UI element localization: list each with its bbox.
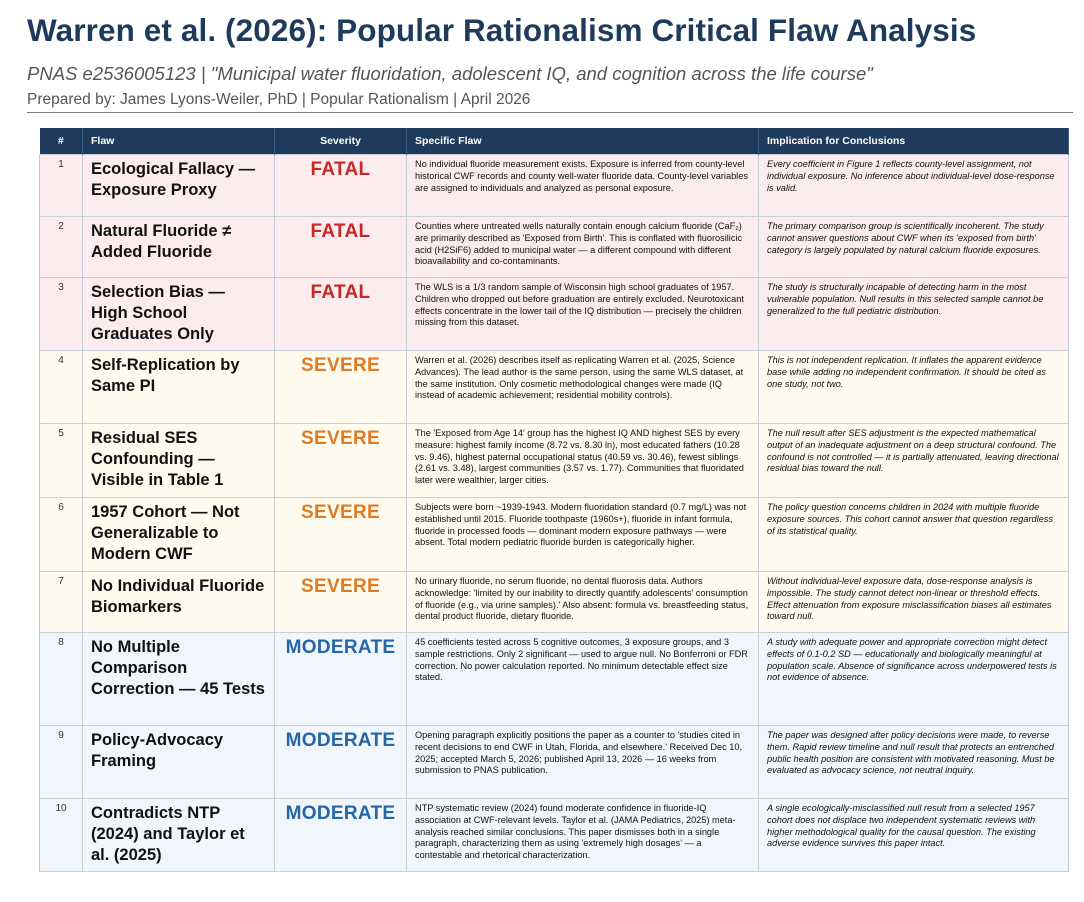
severity-label: MODERATE [275, 633, 407, 726]
table-row [40, 217, 1069, 278]
severity-label: MODERATE [275, 799, 407, 872]
severity-label: SEVERE [275, 572, 407, 633]
implication-text: A single ecologically-misclassified null result from a selected 1957 cohort does not displace two independent systematic reviews with higher methodological quality for the causal question. The existing adverse evidence survives this paper intact. [759, 799, 1069, 872]
severity-label: MODERATE [275, 726, 407, 799]
specific-flaw-text: Subjects were born ~1939-1943. Modern fluoridation standard (0.7 mg/L) was not established until 2015. Fluoride toothpaste (1960s+), fluoride in infant formula, fluoride in processed foods — dominant modern exposure pathways — were absent. Total modern pediatric fluoride burden is categorically higher. [407, 498, 759, 572]
specific-flaw-text: The WLS is a 1/3 random sample of Wisconsin high school graduates of 1957. Children who dropped out before graduation are entirely excluded. Neurotoxicant effects concentrate in the lower tail of the IQ distribution — precisely the children missing from this dataset. [407, 278, 759, 351]
implication-text: Without individual-level exposure data, dose-response analysis is impossible. The study cannot detect non-linear or threshold effects. Effect attenuation from exposure misclassification biases all estimates toward null. [759, 572, 1069, 633]
table-row [40, 351, 1069, 424]
flaw-name: No Individual Fluoride Biomarkers [83, 572, 275, 633]
table-row [40, 633, 1069, 726]
table-row [40, 155, 1069, 217]
specific-flaw-text: Opening paragraph explicitly positions the paper as a counter to 'studies cited in recent decisions to end CWF in Utah, Florida, and elsewhere.' Received Dec 10, 2025; accepted March 5, 2026; published April 13, 2026 — 16 weeks from submission to PNAS publication. [407, 726, 759, 799]
column-header-flaw: Flaw [83, 128, 275, 155]
column-header-implication: Implication for Conclusions [759, 128, 1069, 155]
implication-text: The primary comparison group is scientifically incoherent. The study cannot answer questions about CWF when its 'exposed from birth' category is largely populated by natural calcium fluoride exposures. [759, 217, 1069, 278]
table-row [40, 424, 1069, 498]
flaw-name: Selection Bias — High School Graduates Only [83, 278, 275, 351]
flaw-name: Residual SES Confounding — Visible in Table 1 [83, 424, 275, 498]
implication-text: The study is structurally incapable of detecting harm in the most vulnerable population. Null results in this selected sample cannot be generalized to the full pediatric distribution. [759, 278, 1069, 351]
specific-flaw-text: The 'Exposed from Age 14' group has the highest IQ AND highest SES by every measure: highest family income (8.72 vs. 8.30 ln), most educated fathers (10.28 vs. 9.46), highest paternal occupational status (40.59 vs. 30.46), fewest siblings (2.61 vs. 3.48), largest communities (3.57 vs. 1.77). Communities that fluoridated later were wealthier, larger cities. [407, 424, 759, 498]
row-number: 10 [40, 799, 83, 872]
table-row [40, 799, 1069, 872]
column-header-number: # [40, 128, 83, 155]
flaw-name: Ecological Fallacy — Exposure Proxy [83, 155, 275, 217]
flaw-analysis-table [39, 128, 1069, 872]
row-number: 8 [40, 633, 83, 726]
row-number: 4 [40, 351, 83, 424]
implication-text: Every coefficient in Figure 1 reflects county-level assignment, not individual exposure. No inference about individual-level dose-response is valid. [759, 155, 1069, 217]
flaw-name: 1957 Cohort — Not Generalizable to Modern CWF [83, 498, 275, 572]
specific-flaw-text: Warren et al. (2026) describes itself as replicating Warren et al. (2025, Science Advances). The lead author is the same person, using the same WLS dataset, at the same institution. Only cosmetic methodological changes were made (IQ instead of academic achievement; residential mobility controls). [407, 351, 759, 424]
citation-subtitle: PNAS e2536005123 | "Municipal water fluoridation, adolescent IQ, and cognition across the life course" [27, 63, 873, 84]
header-divider [27, 112, 1073, 113]
severity-label: FATAL [275, 155, 407, 217]
flaw-name: No Multiple Comparison Correction — 45 Tests [83, 633, 275, 726]
specific-flaw-text: 45 coefficients tested across 5 cognitive outcomes, 3 exposure groups, and 3 sample restrictions. Only 2 significant — used to argue null. No Bonferroni or FDR correction. No power calculation reported. No minimum detectable effect size stated. [407, 633, 759, 726]
severity-label: SEVERE [275, 424, 407, 498]
implication-text: The paper was designed after policy decisions were made, to reverse them. Rapid review timeline and null result that protects an entrenched public health position are consistent with motivated reasoning. Must be evaluated as advocacy science, not neutral inquiry. [759, 726, 1069, 799]
page-title: Warren et al. (2026): Popular Rationalism Critical Flaw Analysis [27, 12, 977, 48]
row-number: 1 [40, 155, 83, 217]
severity-label: SEVERE [275, 498, 407, 572]
severity-label: SEVERE [275, 351, 407, 424]
row-number: 7 [40, 572, 83, 633]
specific-flaw-text: Counties where untreated wells naturally contain enough calcium fluoride (CaF₂) are primarily described as 'Exposed from Birth'. This is conflated with fluorosilicic acid (H2SiF6) added to municipal water — a different compound with different bioavailability and co-contaminants. [407, 217, 759, 278]
flaw-name: Natural Fluoride ≠ Added Fluoride [83, 217, 275, 278]
implication-text: The policy question concerns children in 2024 with multiple fluoride exposure sources. This cohort cannot answer that question regardless of its statistical quality. [759, 498, 1069, 572]
flaw-name: Contradicts NTP (2024) and Taylor et al. (2025) [83, 799, 275, 872]
table-row [40, 278, 1069, 351]
table-header-row [40, 128, 1069, 155]
prepared-by-line: Prepared by: James Lyons-Weiler, PhD | Popular Rationalism | April 2026 [27, 91, 531, 108]
row-number: 6 [40, 498, 83, 572]
implication-text: This is not independent replication. It inflates the apparent evidence base while adding no independent confirmation. It should be cited as one study, not two. [759, 351, 1069, 424]
specific-flaw-text: No individual fluoride measurement exists. Exposure is inferred from county-level historical CWF records and county well-water fluoride data. County-level variables are assigned to individuals and analyzed as personal exposure. [407, 155, 759, 217]
table-row [40, 498, 1069, 572]
severity-label: FATAL [275, 217, 407, 278]
row-number: 5 [40, 424, 83, 498]
row-number: 9 [40, 726, 83, 799]
column-header-specific-flaw: Specific Flaw [407, 128, 759, 155]
flaw-name: Self-Replication by Same PI [83, 351, 275, 424]
column-header-severity: Severity [275, 128, 407, 155]
row-number: 2 [40, 217, 83, 278]
row-number: 3 [40, 278, 83, 351]
implication-text: A study with adequate power and appropriate correction might detect effects of 0.1-0.2 SD — educationally and biologically meaningful at population scale. Absence of significance across underpowered tests is not evidence of absence. [759, 633, 1069, 726]
specific-flaw-text: No urinary fluoride, no serum fluoride, no dental fluorosis data. Authors acknowledge: 'limited by our inability to directly quantify adolescents' consumption of fluoride (e.g., via urine samples).' Also absent: formula vs. breastfeeding status, dental product fluoride, dietary fluoride. [407, 572, 759, 633]
flaw-name: Policy-Advocacy Framing [83, 726, 275, 799]
implication-text: The null result after SES adjustment is the expected mathematical output of an inadequate adjustment on a deep structural confound. The confound is not controlled — it is partially attenuated, leaving directional residual bias toward the null. [759, 424, 1069, 498]
table-row [40, 726, 1069, 799]
severity-label: FATAL [275, 278, 407, 351]
specific-flaw-text: NTP systematic review (2024) found moderate confidence in fluoride-IQ association at CWF-relevant levels. Taylor et al. (JAMA Pediatrics, 2025) meta-analysis reached similar conclusions. This paper dismisses both in a single paragraph, characterizing them as using 'extremely high dosages' — a contestable and rhetorical characterization. [407, 799, 759, 872]
table-row [40, 572, 1069, 633]
